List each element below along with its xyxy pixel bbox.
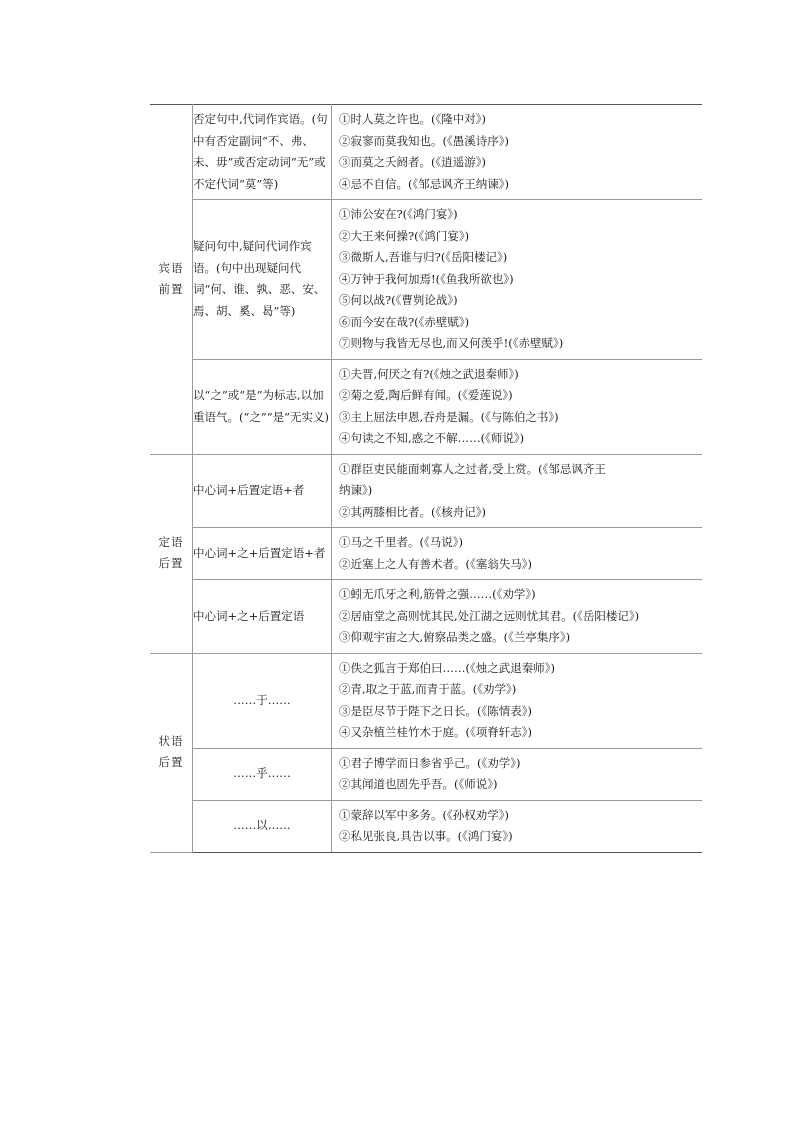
example-line: ③微斯人,吾谁与归?(《岳阳楼记》) bbox=[339, 250, 508, 264]
table-row bbox=[150, 200, 702, 360]
examples-cell bbox=[332, 748, 703, 800]
example-line: ⑦则物与我皆无尽也,而又何羡乎!(《赤壁赋》) bbox=[339, 336, 564, 350]
rule-cell: 中心词+之+后置定语 bbox=[193, 580, 332, 654]
rule-cell: 疑问句中,疑问代词作宾语。(句中出现疑问代词“何、谁、孰、恶、安、焉、胡、奚、曷”等) bbox=[193, 200, 332, 360]
example-line: ④忌不自信。(《邹忌讽齐王纳谏》) bbox=[339, 176, 509, 191]
examples-cell bbox=[332, 580, 703, 654]
example-line: ①佚之狐言于郑伯曰……(《烛之武退秦师》) bbox=[339, 660, 555, 675]
examples-cell bbox=[332, 200, 703, 360]
rule-cell: 以“之”或“是”为标志,以加重语气。(“之”“是”无实义) bbox=[193, 359, 332, 454]
example-line: ①群臣吏民能面刺寡人之过者,受上赏。(《邹忌讽齐王 bbox=[339, 461, 606, 476]
examples-cell bbox=[332, 800, 703, 852]
examples-cell bbox=[332, 359, 703, 454]
examples-cell bbox=[332, 528, 703, 580]
table-row bbox=[150, 580, 702, 654]
example-line: ⑥而今安在哉?(《赤壁赋》) bbox=[339, 314, 470, 329]
example-line: ②寂寥而莫我知也。(《愚溪诗序》) bbox=[339, 133, 509, 148]
category-cell bbox=[150, 653, 193, 852]
rule-cell: ……乎…… bbox=[193, 748, 332, 800]
example-line: ①沛公安在?(《鸿门宴》) bbox=[339, 207, 458, 221]
example-line: ③而莫之夭阏者。(《逍遥游》) bbox=[339, 155, 486, 169]
rule-cell: ……以…… bbox=[193, 800, 332, 852]
table-row bbox=[150, 454, 702, 528]
table-row bbox=[150, 653, 702, 748]
category-label: 状语 后置 bbox=[158, 734, 184, 770]
example-line: ②青,取之于蓝,而青于蓝。(《劝学》) bbox=[339, 682, 517, 696]
examples-cell bbox=[332, 105, 703, 200]
category-cell bbox=[150, 105, 193, 455]
example-line: ①蚓无爪牙之利,筋骨之强……(《劝学》) bbox=[339, 587, 536, 601]
example-line: ①时人莫之许也。(《隆中对》) bbox=[339, 112, 486, 126]
example-line: ④又杂植兰桂竹木于庭。(《项脊轩志》) bbox=[339, 725, 532, 739]
example-line: ②其两膝相比者。(《核舟记》) bbox=[339, 504, 486, 519]
rule-cell: 否定句中,代词作宾语。(句中有否定副词“不、弗、未、毋”或否定动词“无”或不定代词“莫”等) bbox=[193, 105, 332, 200]
examples-cell bbox=[332, 653, 703, 748]
example-line: ④句读之不知,惑之不解……(《师说》) bbox=[339, 431, 525, 445]
example-line: ②菊之爱,陶后鲜有闻。(《爱莲说》) bbox=[339, 388, 513, 402]
table-row bbox=[150, 528, 702, 580]
table-row bbox=[150, 748, 702, 800]
example-line: ③是臣尽节于陛下之日长。(《陈情表》) bbox=[339, 703, 532, 718]
category-label: 定语 后置 bbox=[158, 535, 184, 571]
table-row bbox=[150, 359, 702, 454]
example-line: ④万钟于我何加焉!(《鱼我所欲也》) bbox=[339, 271, 514, 286]
example-line: ①马之千里者。(《马说》) bbox=[339, 535, 463, 549]
rule-cell: ……于…… bbox=[193, 653, 332, 748]
example-line: ⑤何以战?(《曹刿论战》) bbox=[339, 293, 458, 307]
example-line: ③主上屈法申恩,吞舟是漏。(《与陈伯之书》) bbox=[339, 409, 559, 424]
inversion-grammar-table bbox=[150, 104, 702, 853]
table-row bbox=[150, 105, 702, 200]
example-line: ③仰观宇宙之大,俯察品类之盛。(《兰亭集序》) bbox=[339, 630, 571, 644]
example-line: ②其闻道也固先乎吾。(《师说》) bbox=[339, 777, 498, 791]
table-row bbox=[150, 800, 702, 852]
example-line: ①蒙辞以军中多务。(《孙权劝学》) bbox=[339, 807, 509, 822]
example-line: ②近塞上之人有善术者。(《塞翁失马》) bbox=[339, 556, 532, 571]
example-line: ①夫晋,何厌之有?(《烛之武退秦师》) bbox=[339, 366, 519, 381]
rule-cell: 中心词+之+后置定语+者 bbox=[193, 528, 332, 580]
category-cell bbox=[150, 454, 193, 653]
example-line: ②大王来何操?(《鸿门宴》) bbox=[339, 228, 470, 243]
example-line: ①君子博学而日参省乎己。(《劝学》) bbox=[339, 755, 521, 770]
example-line: ②居庙堂之高则忧其民,处江湖之远则忧其君。(《岳阳楼记》) bbox=[339, 608, 640, 623]
examples-cell bbox=[332, 454, 703, 528]
category-label: 宾语 前置 bbox=[158, 261, 184, 296]
example-line: 纳谏》) bbox=[339, 483, 373, 497]
example-line: ②私见张良,具告以事。(《鸿门宴》) bbox=[339, 829, 513, 843]
rule-cell: 中心词+后置定语+者 bbox=[193, 454, 332, 528]
